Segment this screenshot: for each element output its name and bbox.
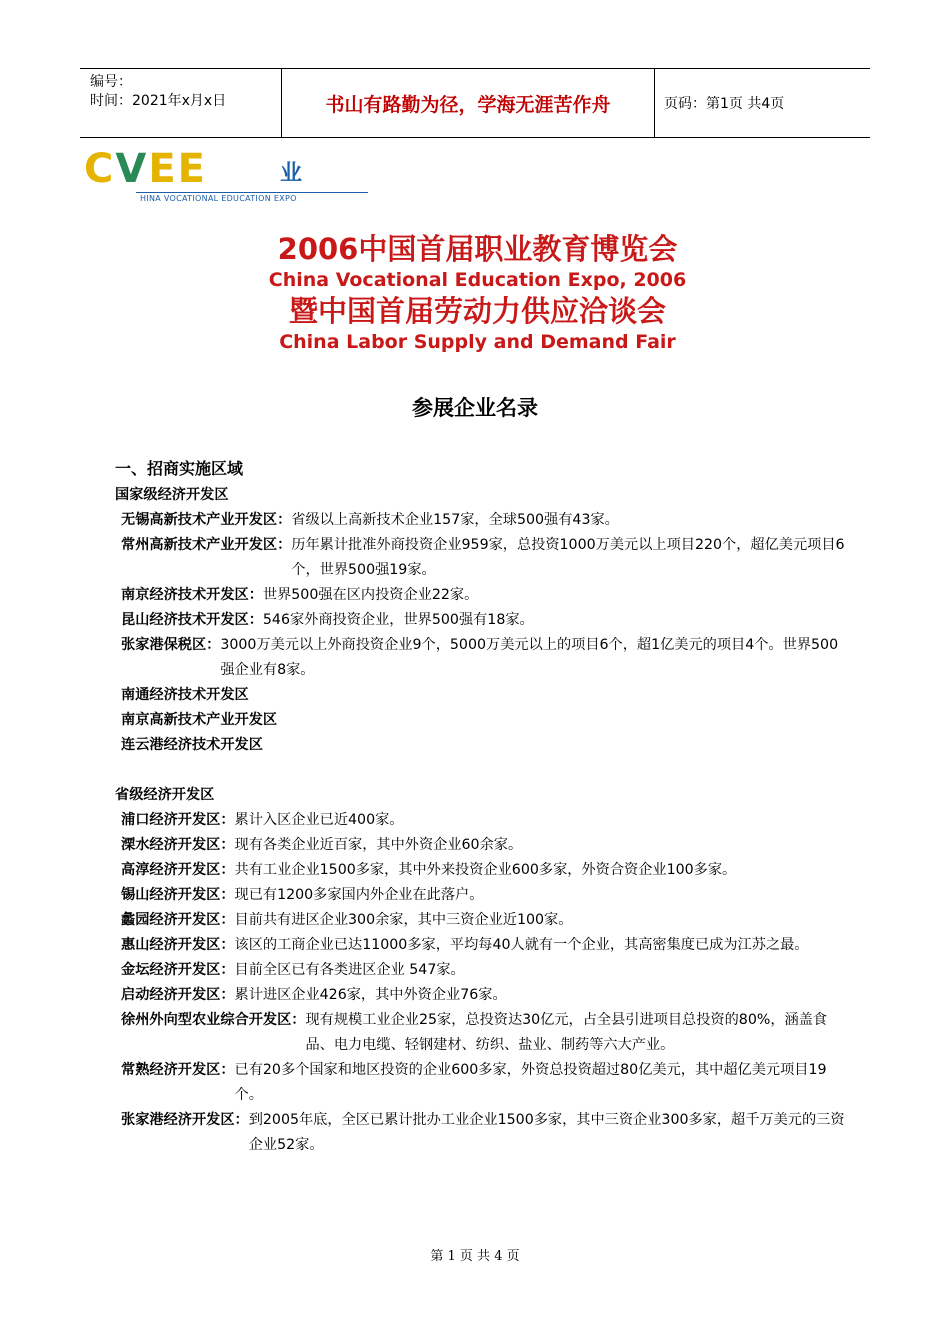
zone-description: 3000万美元以上外商投资企业9个，5000万美元以上的项目6个，超1亿美元的项目4个。世界500强企业有8家。 [220,637,839,678]
event-title-cn: 2006中国首届职业教育博览会 [277,232,678,266]
zone-entry [115,1058,845,1108]
zone-entry [115,883,845,908]
provincial-zone-list [115,808,845,1158]
header-table [80,68,870,138]
header-meta [90,73,280,111]
zone-entry [115,933,845,958]
document-body [115,455,845,1158]
number-label: 编号： [90,74,132,90]
zone-entry [115,833,845,858]
section-heading: 一、招商实施区域 [115,459,244,478]
zone-entry [115,808,845,833]
zone-name: 徐州外向型农业综合开发区： [121,1012,306,1028]
zone-description: 现已有1200多家国内外企业在此落户。 [234,887,484,903]
zone-name: 高淳经济开发区： [121,862,235,878]
zone-name: 张家港经济开发区： [121,1112,249,1128]
zone-entry [115,908,845,933]
event-subtitle-en: China Labor Supply and Demand Fair [279,331,676,353]
zone-description: 世界500强在区内投资企业22家。 [262,587,479,603]
time-label: 时间：2021年x月x日 [90,93,227,109]
zone-description: 历年累计批准外商投资企业959家，总投资1000万美元以上项目220个，超亿美元项目6个，世界500强19家。 [291,537,845,578]
zone-description: 累计入区企业已近400家。 [234,812,404,828]
zone-name: 金坛经济开发区： [121,962,235,978]
zone-name: 惠山经济开发区： [121,937,235,953]
zone-description: 省级以上高新技术企业157家，全球500强有43家。 [291,512,619,528]
national-other-zones [115,683,845,758]
zone-description: 已有20多个国家和地区投资的企业600多家，外资总投资超过80亿美元，其中超亿美元项目19个。 [234,1062,827,1103]
zone-description: 目前全区已有各类进区企业 547家。 [234,962,465,978]
zone-description: 现有规模工业企业25家，总投资达30亿元，占全县引进项目总投资的80%，涵盖食品、电力电缆、轻钢建材、纺织、盐业、制药等六大产业。 [305,1012,828,1053]
zone-name: 启动经济开发区： [121,987,235,1003]
logo-cn-text: 业 [280,161,303,186]
zone-entry [115,1008,845,1058]
zone-name: 无锡高新技术产业开发区： [121,512,292,528]
zone-entry [115,1108,845,1158]
zone-entry [115,583,845,608]
page-footer: 第 1 页 共 4 页 [430,1249,520,1264]
category-heading-provincial: 省级经济开发区 [115,787,215,803]
category-heading-national: 国家级经济开发区 [115,487,229,503]
zone-entry [115,533,845,583]
header-page-info: 页码：第1页 共4页 [664,96,785,112]
zone-name: 张家港保税区： [121,637,221,653]
zone-description: 现有各类企业近百家，其中外资企业60余家。 [234,837,523,853]
zone-entry [115,508,845,533]
logo-divider [136,192,368,193]
zone-name: 南通经济技术开发区 [121,687,249,703]
zone-description: 该区的工商企业已达11000多家，平均每40人就有一个企业，其高密集度已成为江苏之最。 [234,937,809,953]
logo-wordmark: CVEE [84,146,207,192]
zone-description: 目前共有进区企业300余家，其中三资企业近100家。 [234,912,573,928]
zone-description: 共有工业企业1500多家，其中外来投资企业600多家，外资合资企业100多家。 [234,862,737,878]
zone-entry [115,958,845,983]
zone-name: 浦口经济开发区： [121,812,235,828]
zone-entry [115,858,845,883]
cvee-logo [84,146,374,226]
event-subtitle-cn: 暨中国首届劳动力供应洽谈会 [288,294,666,328]
header-divider [654,69,655,137]
event-title-block [200,232,755,356]
zone-name: 南京经济技术开发区： [121,587,263,603]
zone-name: 昆山经济技术开发区： [121,612,263,628]
zone-name: 常熟经济开发区： [121,1062,235,1078]
zone-name: 连云港经济技术开发区 [121,737,263,753]
zone-name: 溧水经济开发区： [121,837,235,853]
event-title-en: China Vocational Education Expo, 2006 [268,269,687,291]
zone-entry [115,633,845,683]
zone-name: 锡山经济开发区： [121,887,235,903]
zone-name: 南京高新技术产业开发区 [121,712,278,728]
zone-entry [115,983,845,1008]
header-motto: 书山有路勤为径，学海无涯苦作舟 [325,93,611,116]
zone-entry [115,608,845,633]
zone-name: 蠡园经济开发区： [121,912,235,928]
logo-en-text: HINA VOCATIONAL EDUCATION EXPO [140,194,297,203]
document-title: 参展企业名录 [412,396,538,420]
zone-name: 常州高新技术产业开发区： [121,537,292,553]
national-zone-list [115,508,845,683]
zone-description: 到2005年底，全区已累计批办工业企业1500多家，其中三资企业300多家，超千万美元的三资企业52家。 [248,1112,845,1153]
zone-description: 累计进区企业426家，其中外资企业76家。 [234,987,507,1003]
zone-description: 546家外商投资企业，世界500强有18家。 [262,612,534,628]
